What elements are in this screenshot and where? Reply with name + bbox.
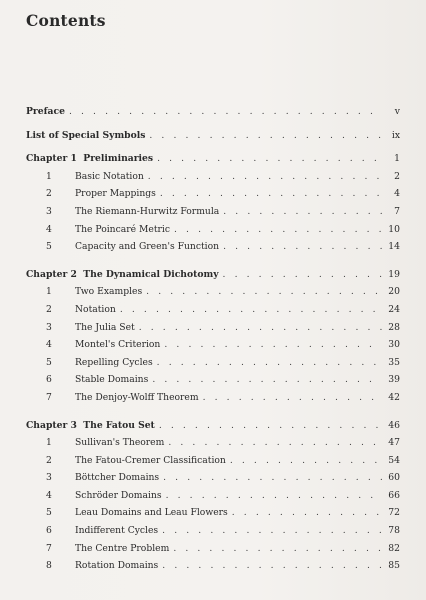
toc-page-number: 72: [388, 507, 400, 519]
toc-page-number: 2: [394, 170, 400, 182]
section-title: Two Examples: [75, 286, 143, 298]
toc-section[interactable]: [26, 171, 400, 189]
toc-page-number: 46: [388, 419, 400, 431]
section-number: 4: [46, 339, 52, 351]
toc-section[interactable]: [26, 374, 400, 392]
toc-entry-preface[interactable]: [26, 106, 400, 124]
leader-dots: [152, 374, 382, 385]
section-title: Basic Notation: [75, 170, 144, 182]
toc-entry-symbols[interactable]: [26, 130, 400, 148]
chapter-label: Chapter 1: [26, 153, 77, 165]
section-title: Indifferent Cycles: [75, 525, 159, 537]
chapter-label: Chapter 3: [26, 419, 77, 431]
toc-entry-label: List of Special Symbols: [26, 129, 146, 141]
toc-page-number: 42: [388, 391, 400, 403]
toc-section[interactable]: [26, 455, 400, 473]
chapter-title: The Fatou Set: [83, 419, 155, 431]
section-title: Notation: [75, 303, 116, 315]
section-title: The Denjoy-Wolff Theorem: [75, 391, 199, 403]
chapter-title: The Dynamical Dichotomy: [83, 268, 219, 280]
toc-chapter-1[interactable]: [26, 153, 400, 171]
toc-section[interactable]: [26, 224, 400, 242]
toc-page-number: 19: [388, 268, 400, 280]
toc-page-number: 20: [388, 286, 400, 298]
section-number: 6: [46, 374, 52, 386]
section-number: 2: [46, 303, 52, 315]
leader-dots: [223, 241, 382, 252]
leader-dots: [232, 507, 382, 518]
section-title: The Poincaré Metric: [75, 223, 170, 235]
toc-section[interactable]: [26, 188, 400, 206]
toc-section[interactable]: [26, 357, 400, 375]
section-number: 6: [46, 525, 52, 537]
section-number: 4: [46, 223, 52, 235]
section-title: Böttcher Domains: [75, 472, 160, 484]
toc-page-number: 35: [388, 356, 400, 368]
section-title: Repelling Cycles: [75, 356, 153, 368]
toc-section[interactable]: [26, 507, 400, 525]
toc-page-number: 60: [388, 472, 400, 484]
leader-dots: [139, 322, 382, 333]
toc-section[interactable]: [26, 490, 400, 508]
section-title: The Riemann-Hurwitz Formula: [75, 205, 220, 217]
section-title: Schröder Domains: [75, 489, 162, 501]
leader-dots: [157, 153, 382, 164]
section-number: 7: [46, 391, 52, 403]
toc-entry-label: Preface: [26, 106, 65, 117]
leader-dots: [146, 286, 382, 297]
toc-page-number: 78: [388, 525, 400, 537]
section-title: Rotation Domains: [75, 560, 159, 572]
leader-dots: [173, 543, 382, 554]
toc-section[interactable]: [26, 304, 400, 322]
toc-chapter-2[interactable]: [26, 269, 400, 287]
leader-dots: [69, 106, 382, 117]
leader-dots: [203, 392, 382, 403]
leader-dots: [162, 525, 382, 536]
toc-page-number: ix: [391, 129, 400, 141]
section-number: 1: [46, 437, 52, 449]
leader-dots: [223, 269, 382, 280]
toc-section[interactable]: [26, 339, 400, 357]
section-number: 5: [46, 241, 52, 253]
chapter-label: Chapter 2: [26, 268, 77, 280]
leader-dots: [223, 206, 382, 217]
section-title: Sullivan's Theorem: [75, 437, 165, 449]
toc-section[interactable]: [26, 392, 400, 410]
toc-section[interactable]: [26, 560, 400, 578]
toc-section[interactable]: [26, 525, 400, 543]
toc-page-number: v: [394, 106, 400, 117]
section-number: 5: [46, 356, 52, 368]
section-title: The Centre Problem: [75, 542, 170, 554]
section-title: Leau Domains and Leau Flowers: [75, 507, 228, 519]
toc-page-number: 47: [388, 437, 400, 449]
page-title: Contents: [26, 11, 106, 30]
section-number: 4: [46, 489, 52, 501]
leader-dots: [166, 490, 382, 501]
chapter-title: Preliminaries: [83, 153, 154, 165]
toc-section[interactable]: [26, 472, 400, 490]
leader-dots: [159, 420, 382, 431]
leader-dots: [148, 171, 382, 182]
show-through-text: [210, 34, 400, 114]
toc-page-number: 85: [388, 560, 400, 572]
toc-section[interactable]: [26, 543, 400, 561]
section-number: 3: [46, 472, 52, 484]
section-number: 3: [46, 321, 52, 333]
leader-dots: [120, 304, 382, 315]
section-title: Stable Domains: [75, 374, 149, 386]
toc-page-number: 82: [388, 542, 400, 554]
section-title: Proper Mappings: [75, 188, 156, 200]
toc-page-number: 28: [388, 321, 400, 333]
toc-page-number: 30: [388, 339, 400, 351]
leader-dots: [160, 188, 382, 199]
section-number: 7: [46, 542, 52, 554]
toc-page-number: 1: [394, 153, 400, 165]
leader-dots: [149, 130, 382, 141]
section-title: Capacity and Green's Function: [75, 241, 220, 253]
table-of-contents: [26, 106, 400, 578]
section-title: The Fatou-Cremer Classification: [75, 454, 226, 466]
leader-dots: [230, 455, 382, 466]
toc-chapter-3[interactable]: [26, 420, 400, 438]
section-number: 2: [46, 188, 52, 200]
toc-section[interactable]: [26, 241, 400, 259]
toc-section[interactable]: [26, 322, 400, 340]
leader-dots: [174, 224, 382, 235]
section-number: 3: [46, 205, 52, 217]
leader-dots: [163, 472, 382, 483]
section-number: 1: [46, 170, 52, 182]
section-number: 5: [46, 507, 52, 519]
toc-section[interactable]: [26, 286, 400, 304]
toc-section[interactable]: [26, 206, 400, 224]
leader-dots: [157, 357, 382, 368]
section-title: Montel's Criterion: [75, 339, 161, 351]
toc-page-number: 66: [388, 489, 400, 501]
toc-page-number: 14: [388, 241, 400, 253]
section-title: The Julia Set: [75, 321, 135, 333]
toc-page-number: 54: [388, 454, 400, 466]
toc-section[interactable]: [26, 437, 400, 455]
toc-page-number: 4: [394, 188, 400, 200]
toc-page-number: 39: [388, 374, 400, 386]
leader-dots: [164, 339, 382, 350]
leader-dots: [162, 560, 382, 571]
section-number: 8: [46, 560, 52, 572]
section-number: 1: [46, 286, 52, 298]
toc-page-number: 7: [394, 205, 400, 217]
toc-page-number: 24: [388, 303, 400, 315]
leader-dots: [168, 437, 382, 448]
section-number: 2: [46, 454, 52, 466]
toc-page-number: 10: [388, 223, 400, 235]
